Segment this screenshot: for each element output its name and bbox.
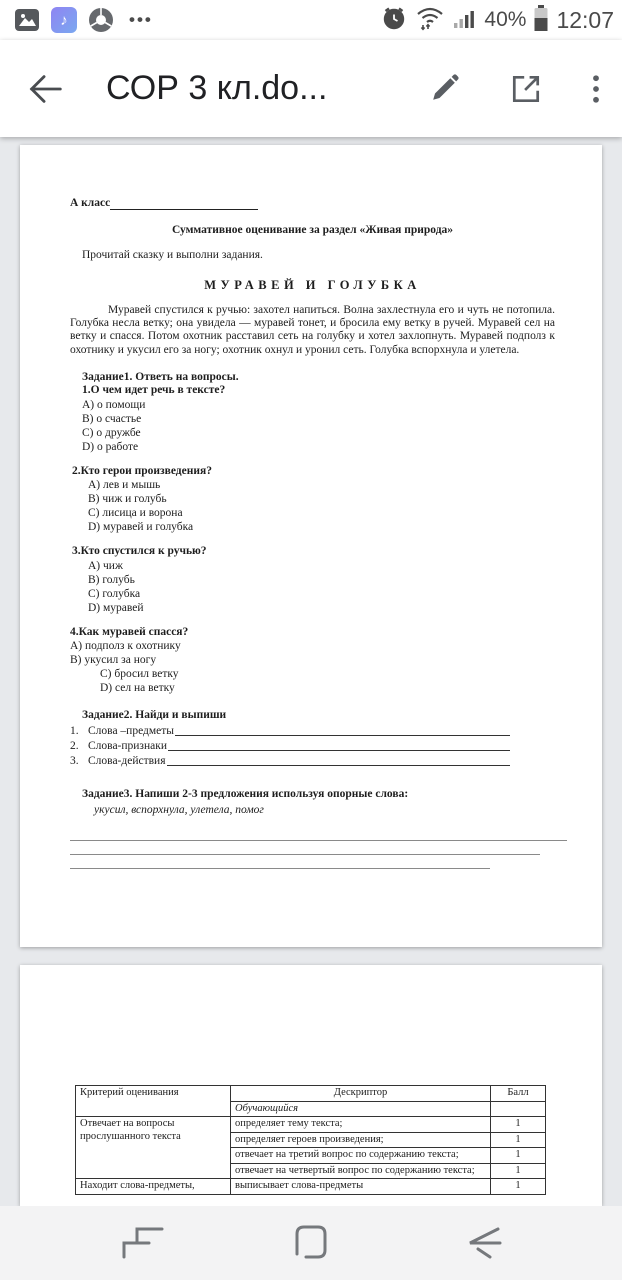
answer-option: B) о счастье	[82, 412, 142, 425]
descriptor-cell: выписывает слова-предметы	[231, 1179, 491, 1195]
question-text: 1.О чем идет речь в тексте?	[82, 384, 226, 397]
app-bar	[0, 40, 622, 137]
edit-icon[interactable]	[426, 71, 462, 107]
score-cell: 1	[491, 1163, 546, 1179]
score-cell: 1	[491, 1148, 546, 1164]
score-cell: 1	[491, 1132, 546, 1148]
answer-option: B) голубь	[88, 573, 135, 586]
assessment-heading: Суммативное оценивание за раздел «Живая природа»	[171, 223, 454, 236]
status-time: 12:07	[556, 6, 614, 33]
question-text: 3.Кто спустился к ручью?	[72, 545, 207, 558]
android-nav-bar	[0, 1206, 622, 1280]
recents-icon[interactable]	[118, 1219, 166, 1267]
chrome-icon	[88, 7, 114, 33]
blank-line	[175, 724, 510, 736]
criterion-cell: Находит слова-предметы,	[76, 1179, 231, 1195]
item-label: Слова –предметы	[88, 724, 175, 737]
answer-option: A) чиж	[88, 559, 123, 572]
alarm-icon	[381, 5, 407, 36]
class-line	[70, 197, 555, 211]
score-header: Балл	[491, 1086, 546, 1102]
score-cell: 1	[491, 1117, 546, 1133]
answer-option: D) муравей и голубка	[88, 521, 194, 534]
descriptor-cell: определяет героев произведения;	[231, 1132, 491, 1148]
question-block	[70, 384, 555, 454]
status-right	[381, 4, 614, 37]
document-page-2	[20, 965, 602, 1206]
answer-option: D) сел на ветку	[100, 682, 175, 695]
task3-block	[70, 788, 555, 869]
task3-title: Задание3. Напиши 2-3 предложения используя опорные слова:	[82, 787, 409, 800]
answer-option: C) лисица и ворона	[88, 507, 183, 520]
home-icon[interactable]	[288, 1220, 334, 1266]
fill-in-line	[70, 724, 510, 738]
criterion-cell: Отвечает на вопросы прослушанного текста	[76, 1117, 231, 1179]
writing-line	[70, 841, 540, 855]
descriptor-header: Дескриптор	[231, 1086, 491, 1102]
item-number: 2.	[70, 739, 79, 752]
document-page-1	[20, 145, 602, 947]
task3-keywords: укусил, вспорхнула, улетела, помог	[94, 804, 264, 817]
task2-title: Задание2. Найди и выпиши	[82, 709, 227, 722]
learner-subheader: Обучающийся	[231, 1101, 491, 1117]
question-text: 2.Кто герои произведения?	[72, 464, 212, 477]
descriptor-cell: отвечает на четвертый вопрос по содержанию текста;	[231, 1163, 491, 1179]
instruction-text: Прочитай сказку и выполни задания.	[82, 249, 263, 261]
question-block	[70, 465, 555, 535]
table-row	[76, 1179, 546, 1195]
answer-option: C) голубка	[88, 587, 141, 600]
answer-option: B) чиж и голубь	[88, 493, 167, 506]
fill-in-line	[70, 754, 510, 768]
nav-back-icon[interactable]	[456, 1219, 504, 1267]
battery-percent: 40%	[484, 8, 527, 31]
question-block	[70, 545, 555, 615]
table-row	[76, 1117, 546, 1133]
signal-icon	[453, 5, 477, 36]
story-title: МУРАВЕЙ И ГОЛУБКА	[204, 277, 421, 292]
answer-option: A) подполз к охотнику	[70, 640, 181, 653]
blank-line	[167, 754, 511, 766]
app-bar-actions	[426, 71, 602, 107]
item-number: 3.	[70, 754, 79, 767]
more-notifications-icon: •••	[129, 10, 153, 29]
item-label: Слова-признаки	[88, 739, 167, 752]
gallery-icon	[14, 7, 40, 33]
writing-line	[70, 827, 567, 841]
answer-option: A) о помощи	[82, 398, 146, 411]
music-app-icon: ♪	[51, 7, 77, 33]
notification-icons	[14, 7, 153, 33]
class-label: А класс	[70, 197, 111, 209]
document-viewer[interactable]	[0, 137, 622, 1206]
open-in-new-icon[interactable]	[508, 71, 544, 107]
answer-option: C) бросил ветку	[100, 668, 179, 681]
question-block	[70, 626, 555, 696]
score-cell: 1	[491, 1179, 546, 1195]
empty-cell	[491, 1101, 546, 1117]
answer-option: B) укусил за ногу	[70, 654, 157, 667]
answer-option: D) муравей	[88, 601, 144, 614]
class-blank-line	[110, 197, 258, 210]
answer-option: A) лев и мышь	[88, 479, 161, 492]
task1-title: Задание1. Ответь на вопросы.	[82, 370, 239, 383]
story-text: Муравей спустился к ручью: захотел напиться. Волна захлестнула его и чуть не потопила. Голубка несла ветку; она увидела — муравей тонет, и бросила ему ветку в ручей. Муравей сел на ветку и спасся. Потом охотник расставил сеть на голубку и хотел захлопнуть. Муравей подполз к охотнику и укусил его за ногу; охотник охнул и уронил сеть. Голубка вспорхнула и улетела.	[70, 304, 555, 356]
question-text: 4.Как муравей спасся?	[70, 625, 189, 638]
table-header-row	[76, 1086, 546, 1102]
document-title: СОР 3 кл.do...	[106, 69, 328, 107]
descriptor-cell: определяет тему текста;	[231, 1117, 491, 1133]
overflow-menu-icon[interactable]	[590, 71, 602, 107]
item-label: Слова-действия	[88, 754, 166, 767]
answer-option: C) о дружбе	[82, 426, 141, 439]
wifi-icon	[414, 5, 446, 36]
item-number: 1.	[70, 724, 79, 737]
rubric-table	[75, 1085, 546, 1195]
battery-icon	[533, 4, 549, 37]
page-gap	[0, 947, 622, 965]
answer-option: D) о работе	[82, 440, 139, 453]
fill-in-line	[70, 739, 510, 753]
status-bar	[0, 0, 622, 40]
back-icon[interactable]	[24, 68, 66, 110]
descriptor-cell: отвечает на третий вопрос по содержанию текста;	[231, 1148, 491, 1164]
criterion-header: Критерий оценивания	[76, 1086, 231, 1117]
task2-block	[70, 709, 555, 768]
blank-line	[168, 739, 510, 751]
writing-line	[70, 855, 490, 869]
